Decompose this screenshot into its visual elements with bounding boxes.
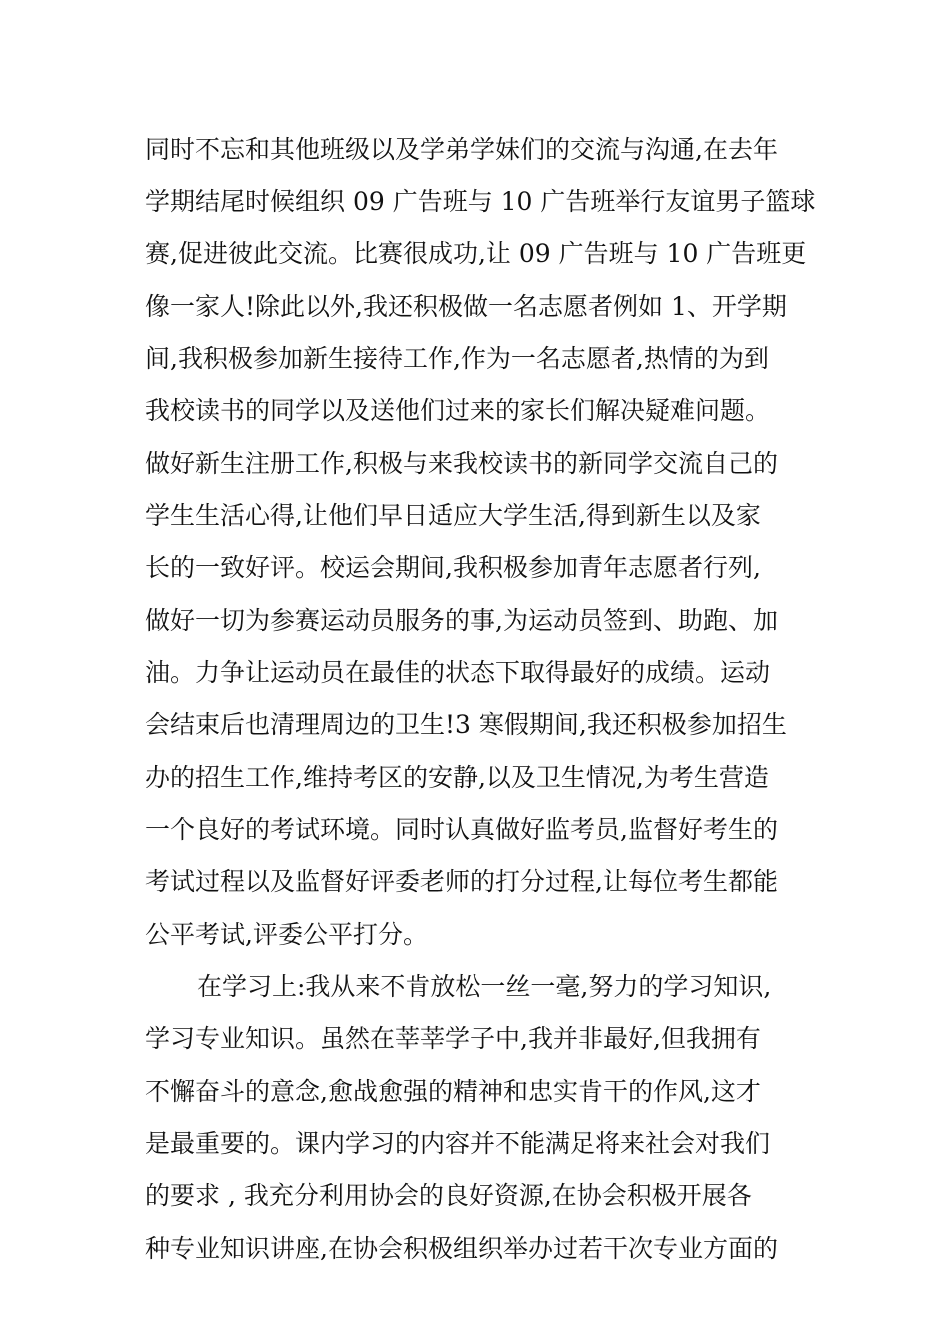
text-line: 同时不忘和其他班级以及学弟学妹们的交流与沟通,在去年: [145, 135, 778, 164]
text-line: 种专业知识讲座,在协会积极组织举办过若干次专业方面的: [145, 1234, 778, 1263]
text-line: 学期结尾时候组织 09 广告班与 10 广告班举行友谊男子篮球: [145, 187, 816, 216]
text-line: 公平考试,评委公平打分。: [145, 920, 428, 949]
text-line: 是最重要的。课内学习的内容并不能满足将来社会对我们: [145, 1129, 771, 1158]
text-line: 一个良好的考试环境。同时认真做好监考员,监督好考生的: [145, 815, 778, 844]
text-line: 不懈奋斗的意念,愈战愈强的精神和忠实肯干的作风,这才: [145, 1077, 761, 1106]
text-line: 我校读书的同学以及送他们过来的家长们解决疑难问题。: [145, 396, 771, 425]
text-line: 赛,促进彼此交流。比赛很成功,让 09 广告班与 10 广告班更: [145, 239, 807, 268]
text-line: 长的一致好评。校运会期间,我积极参加青年志愿者行列,: [145, 553, 761, 582]
text-line: 的要求 , 我充分利用协会的良好资源,在协会积极开展各: [145, 1181, 752, 1210]
text-line: 在学习上:我从来不肯放松一丝一毫,努力的学习知识,: [197, 972, 772, 1001]
text-line: 间,我积极参加新生接待工作,作为一名志愿者,热情的为到: [145, 344, 769, 373]
text-line: 考试过程以及监督好评委老师的打分过程,让每位考生都能: [145, 867, 778, 896]
text-line: 像一家人!除此以外,我还积极做一名志愿者例如 1、开学期: [145, 292, 787, 321]
text-line: 做好一切为参赛运动员服务的事,为运动员签到、助跑、加: [145, 606, 778, 635]
text-line: 油。力争让运动员在最佳的状态下取得最好的成绩。运动: [145, 658, 771, 687]
text-line: 会结束后也清理周边的卫生!3 寒假期间,我还积极参加招生: [145, 710, 787, 739]
text-line: 学生生活心得,让他们早日适应大学生活,得到新生以及家: [145, 501, 761, 530]
text-line: 办的招生工作,维持考区的安静,以及卫生情况,为考生营造: [145, 763, 769, 792]
text-line: 做好新生注册工作,积极与来我校读书的新同学交流自己的: [145, 449, 778, 478]
text-line: 学习专业知识。虽然在莘莘学子中,我并非最好,但我拥有: [145, 1024, 761, 1053]
